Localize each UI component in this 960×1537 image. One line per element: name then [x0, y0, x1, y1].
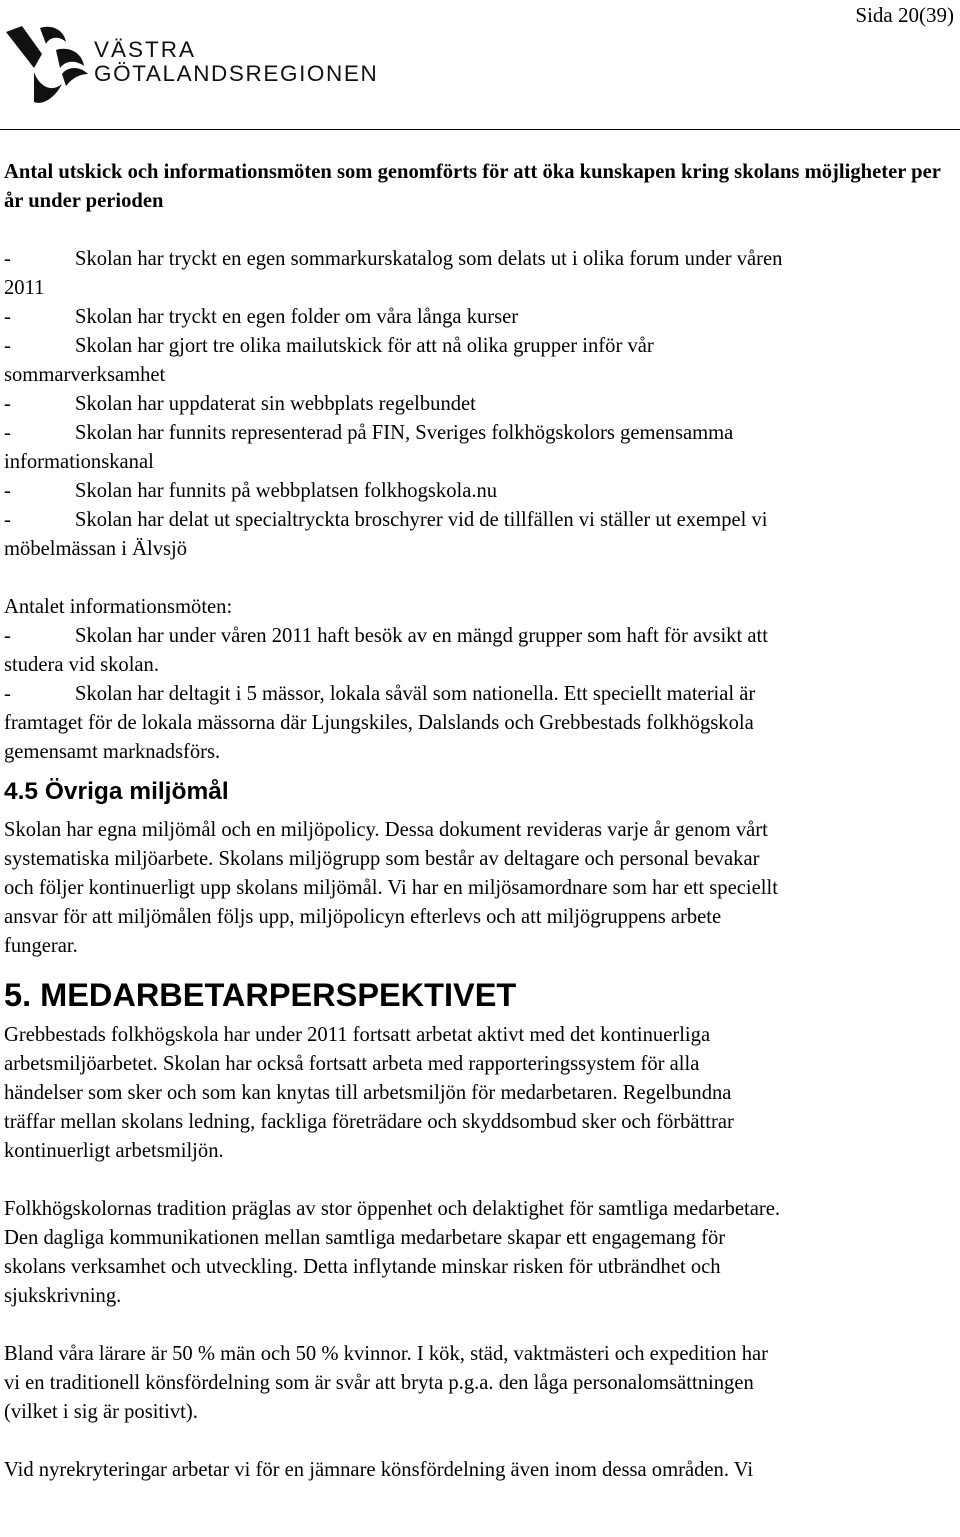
text-line: ansvar för att miljömålen följs upp, miljöpolicyn efterlevs och att miljögruppens arbete: [4, 906, 722, 928]
list-item: - Skolan har funnits på webbplatsen folkhogskola.nu: [4, 480, 498, 502]
heading-5: 5. MEDARBETARPERSPEKTIVET: [4, 977, 517, 1013]
list-item-continuation: studera vid skolan.: [4, 654, 159, 676]
text-line: händelser som sker och som kan knytas till arbetsmiljön för medarbetaren. Regelbundna: [4, 1082, 732, 1104]
list-item: - Skolan har gjort tre olika mailutskick för att nå olika grupper inför vår: [4, 335, 654, 357]
text-line: systematiska miljöarbete. Skolans miljögrupp som består av deltagare och personal bevakar: [4, 848, 760, 870]
vastra-gotalandsregionen-logo: [4, 24, 394, 106]
list-item: - Skolan har delat ut specialtryckta broschyrer vid de tillfällen vi ställer ut exempel vi: [4, 509, 768, 531]
list-item-continuation: sommarverksamhet: [4, 364, 166, 386]
text-line: och följer kontinuerligt upp skolans miljömål. Vi har en miljösamordnare som har ett speciellt: [4, 877, 778, 899]
document-body: [4, 158, 956, 1485]
list-item: - Skolan har uppdaterat sin webbplats regelbundet: [4, 393, 476, 415]
paragraph-work-environment: [4, 1021, 956, 1166]
text-line: vi en traditionell könsfördelning som är svår att bryta p.g.a. den låga personalomsättningen: [4, 1372, 754, 1394]
paragraph-tradition: [4, 1195, 956, 1311]
paragraph-recruitment: [4, 1456, 956, 1485]
logo-text-line2: GÖTALANDSREGIONEN: [94, 61, 379, 86]
list-item-continuation: 2011: [4, 277, 45, 299]
list-item-continuation: gemensamt marknadsförs.: [4, 741, 221, 763]
text-line: Vid nyrekryteringar arbetar vi för en jämnare könsfördelning även inom dessa områden. Vi: [4, 1459, 754, 1481]
page-number: Sida 20(39): [855, 3, 954, 27]
list-item: - Skolan har under våren 2011 haft besök av en mängd grupper som haft för avsikt att: [4, 625, 768, 647]
list-item: - Skolan har deltagit i 5 mässor, lokala såväl som nationella. Ett speciellt material är: [4, 683, 756, 705]
paragraph-gender: [4, 1340, 956, 1427]
list-item: - Skolan har tryckt en egen sommarkurskatalog som delats ut i olika forum under våren: [4, 248, 783, 270]
text-line: Folkhögskolornas tradition präglas av stor öppenhet och delaktighet för samtliga medarbetare.: [4, 1198, 781, 1220]
logo-mark-icon: [4, 24, 92, 106]
paragraph-environment: [4, 816, 956, 961]
text-line: Grebbestads folkhögskola har under 2011 fortsatt arbetat aktivt med det kontinuerliga: [4, 1024, 711, 1046]
text-line: kontinuerligt arbetsmiljön.: [4, 1140, 224, 1162]
text-line: Bland våra lärare är 50 % män och 50 % kvinnor. I kök, städ, vaktmästeri och expedition har: [4, 1343, 769, 1365]
list-item-continuation: framtaget för de lokala mässorna där Ljungskiles, Dalslands och Grebbestads folkhögskola: [4, 712, 754, 734]
text-line: Skolan har egna miljömål och en miljöpolicy. Dessa dokument revideras varje år genom vårt: [4, 819, 768, 841]
header-divider: [0, 129, 960, 130]
text-line: (vilket i sig är positivt).: [4, 1401, 198, 1423]
text-line: Den dagliga kommunikationen mellan samtliga medarbetare skapar ett engagemang för: [4, 1227, 726, 1249]
meetings-list: [4, 622, 956, 767]
list-item-continuation: informationskanal: [4, 451, 154, 473]
list-item: - Skolan har funnits representerad på FIN, Sveriges folkhögskolors gemensamma: [4, 422, 734, 444]
section-heading: Antal utskick och informationsmöten som genomförts för att öka kunskapen kring skolans möjligheter per år under perioden: [4, 161, 941, 212]
meetings-label: Antalet informationsmöten:: [4, 596, 233, 618]
logo-text-line1: VÄSTRA: [94, 37, 197, 62]
list-item-continuation: möbelmässan i Älvsjö: [4, 538, 188, 560]
text-line: sjukskrivning.: [4, 1285, 122, 1307]
distribution-list: [4, 245, 956, 564]
text-line: träffar mellan skolans ledning, fackliga företrädare och skyddsombud sker och förbättrar: [4, 1111, 734, 1133]
text-line: arbetsmiljöarbetet. Skolan har också fortsatt arbeta med rapporteringssystem för alla: [4, 1053, 700, 1075]
heading-4-5: 4.5 Övriga miljömål: [4, 778, 229, 805]
text-line: skolans verksamhet och utveckling. Detta inflytande minskar risken för utbrändhet och: [4, 1256, 721, 1278]
text-line: fungerar.: [4, 935, 78, 957]
list-item: - Skolan har tryckt en egen folder om våra långa kurser: [4, 306, 519, 328]
